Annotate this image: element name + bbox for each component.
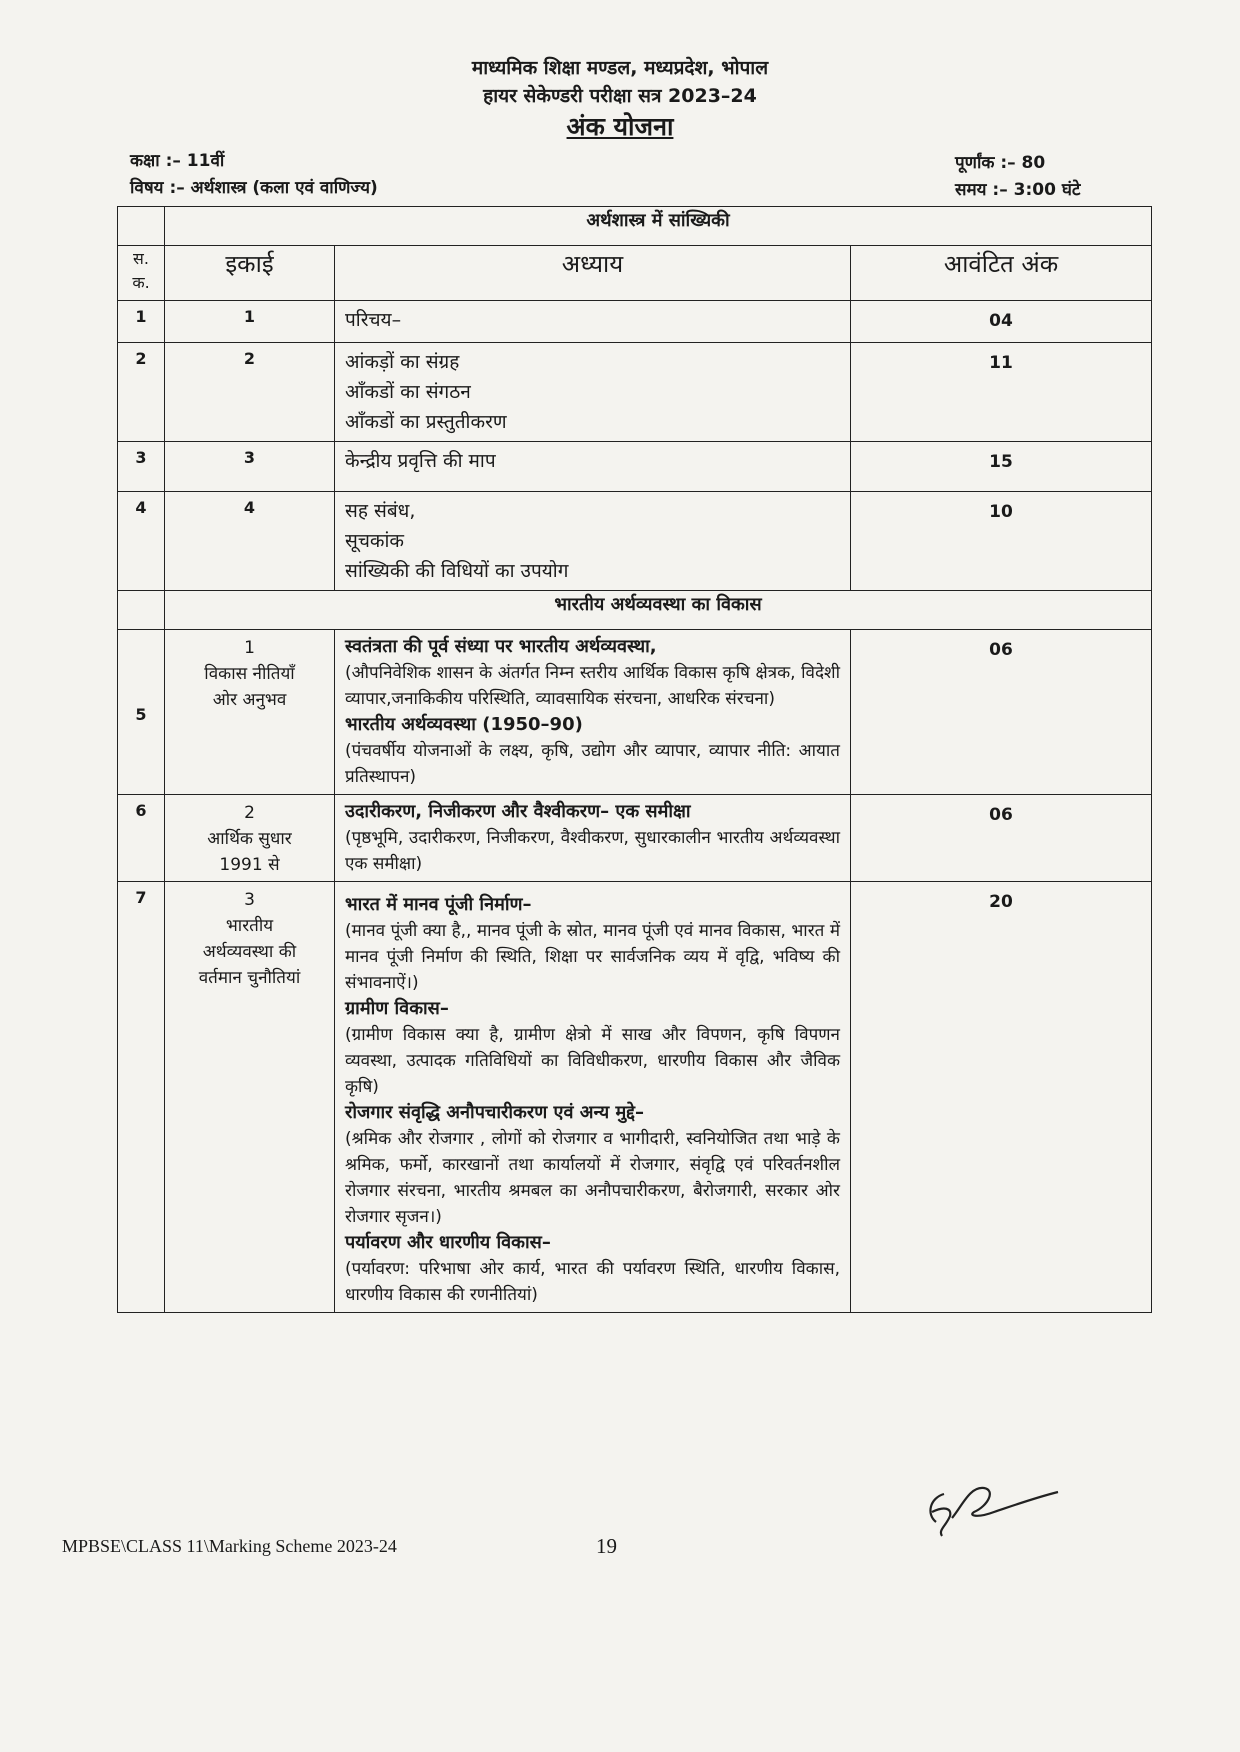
section-title: अर्थशास्त्र में सांख्यिकी — [165, 207, 1152, 246]
row-sn: 1 — [118, 301, 165, 343]
row-sn: 2 — [118, 343, 165, 442]
row-marks: 04 — [851, 301, 1152, 343]
chapter-description: (औपनिवेशिक शासन के अंतर्गत निम्न स्तरीय आर्थिक विकास कृषि क्षेत्रक, विदेशी व्यापार,जनाकिकीय परिस्थिति, व्यावसायिक संरचना, आधरिक संरचना) — [345, 663, 840, 709]
chapter-title: उदारीकरण, निजीकरण और वैश्वीकरण– एक समीक्षा — [345, 801, 691, 822]
footer-document-reference: MPBSE\CLASS 11\Marking Scheme 2023-24 — [62, 1536, 397, 1556]
document-title: अंक योजना — [566, 112, 674, 141]
column-header-marks: आवंटित अंक — [851, 246, 1152, 301]
chapter-description: (पर्यावरण: परिभाषा ओर कार्य, भारत की पर्यावरण स्थिति, धारणीय विकास, धारणीय विकास की रणनीतियां) — [345, 1259, 840, 1305]
column-header-unit: इकाई — [165, 246, 335, 301]
row-unit: 4 — [165, 492, 335, 591]
chapter-title: पर्यावरण और धारणीय विकास– — [345, 1232, 551, 1253]
meta-left — [130, 148, 378, 202]
table-row — [118, 882, 1152, 1313]
row-chapter — [335, 630, 851, 795]
chapter-title: ग्रामीण विकास– — [345, 998, 449, 1019]
row-unit: 2 — [165, 343, 335, 442]
table-row — [118, 795, 1152, 882]
row-marks: 06 — [851, 795, 1152, 882]
row-marks: 11 — [851, 343, 1152, 442]
row-chapter — [335, 795, 851, 882]
signature — [922, 1478, 1072, 1548]
section-title: भारतीय अर्थव्यवस्था का विकास — [165, 591, 1152, 630]
row-unit: 1 विकास नीतियाँ ओर अनुभव — [165, 630, 335, 795]
chapter-title: भारत में मानव पूंजी निर्माण– — [345, 894, 532, 915]
table-row — [118, 442, 1152, 492]
chapter-description: (पंचवर्षीय योजनाओं के लक्ष्य, कृषि, उद्योग और व्यापार, व्यापार नीति: आयात प्रतिस्थापन) — [345, 741, 840, 787]
footer-page-number: 19 — [596, 1534, 617, 1558]
row-unit: 3 भारतीय अर्थव्यवस्था की वर्तमान चुनौतियां — [165, 882, 335, 1313]
row-chapter: केन्द्रीय प्रवृत्ति की माप — [335, 442, 851, 492]
row-chapter: परिचय– — [335, 301, 851, 343]
row-chapter — [335, 882, 851, 1313]
row-marks: 06 — [851, 630, 1152, 795]
column-header-row — [118, 246, 1152, 301]
section-header-statistics — [118, 207, 1152, 246]
row-sn: 7 — [118, 882, 165, 1313]
chapter-title: भारतीय अर्थव्यवस्था (1950–90) — [345, 714, 583, 735]
chapter-title: स्वतंत्रता की पूर्व संध्या पर भारतीय अर्थव्यवस्था, — [345, 636, 657, 657]
table-row — [118, 301, 1152, 343]
row-unit: 1 — [165, 301, 335, 343]
row-sn: 5 — [118, 630, 165, 795]
section-header-indian-economy — [118, 591, 1152, 630]
row-sn: 4 — [118, 492, 165, 591]
row-unit: 3 — [165, 442, 335, 492]
column-header-sn: स. क. — [118, 246, 165, 301]
chapter-title: रोजगार संवृद्धि अनौपचारीकरण एवं अन्य मुद्दे– — [345, 1102, 644, 1123]
row-marks: 10 — [851, 492, 1152, 591]
subject-label: विषय :– अर्थशास्त्र (कला एवं वाणिज्य) — [130, 178, 378, 198]
row-marks: 20 — [851, 882, 1152, 1313]
chapter-description: (पृष्ठभूमि, उदारीकरण, निजीकरण, वैश्वीकरण, सुधारकालीन भारतीय अर्थव्यवस्था एक समीक्षा) — [345, 828, 840, 874]
exam-session: हायर सेकेण्डरी परीक्षा सत्र 2023–24 — [483, 85, 757, 107]
row-marks: 15 — [851, 442, 1152, 492]
max-marks-label: पूर्णांक :– 80 — [955, 153, 1046, 173]
row-unit: 2 आर्थिक सुधार 1991 से — [165, 795, 335, 882]
row-chapter: आंकड़ों का संग्रह आँकडों का संगठन आँकडों का प्रस्तुतीकरण — [335, 343, 851, 442]
row-sn: 6 — [118, 795, 165, 882]
chapter-description: (ग्रामीण विकास क्या है, ग्रामीण क्षेत्रो में साख और विपणन, कृषि विपणन व्यवस्था, उत्पादक गतिविधियों का विविधीकरण, धारणीय विकास और जैविक कृषि) — [345, 1025, 840, 1097]
class-label: कक्षा :– 11वीं — [130, 151, 225, 171]
chapter-description: (श्रमिक और रोजगार , लोगों को रोजगार व भागीदारी, स्वनियोजित तथा भाड़े के श्रमिक, फर्मो, कारखानों तथा कार्यालयों में रोजगार, संवृद्वि एवं परिवर्तनशील रोजगार संरचना, भारतीय श्रमबल का अनौपचारीकरण, बैरोजगारी, सरकार ओर रोजगार सृजन।) — [345, 1129, 840, 1227]
time-label: समय :– 3:00 घंटे — [955, 180, 1081, 200]
document-header — [0, 54, 1240, 144]
row-sn: 3 — [118, 442, 165, 492]
table-row — [118, 630, 1152, 795]
meta-right — [955, 150, 1080, 204]
table-row — [118, 343, 1152, 442]
column-header-chapter: अध्याय — [335, 246, 851, 301]
row-chapter: सह संबंध, सूचकांक सांख्यिकी की विधियों का उपयोग — [335, 492, 851, 591]
chapter-description: (मानव पूंजी क्या है,, मानव पूंजी के स्रोत, मानव पूंजी एवं मानव विकास, भारत में मानव पूंजी निर्माण की स्थिति, शिक्षा पर सार्वजनिक व्यय में वृद्वि, भविष्य की संभावनाऐं।) — [345, 921, 840, 993]
board-name: माध्यमिक शिक्षा मण्डल, मध्यप्रदेश, भोपाल — [471, 57, 769, 79]
marking-scheme-table — [117, 206, 1152, 1313]
table-row — [118, 492, 1152, 591]
